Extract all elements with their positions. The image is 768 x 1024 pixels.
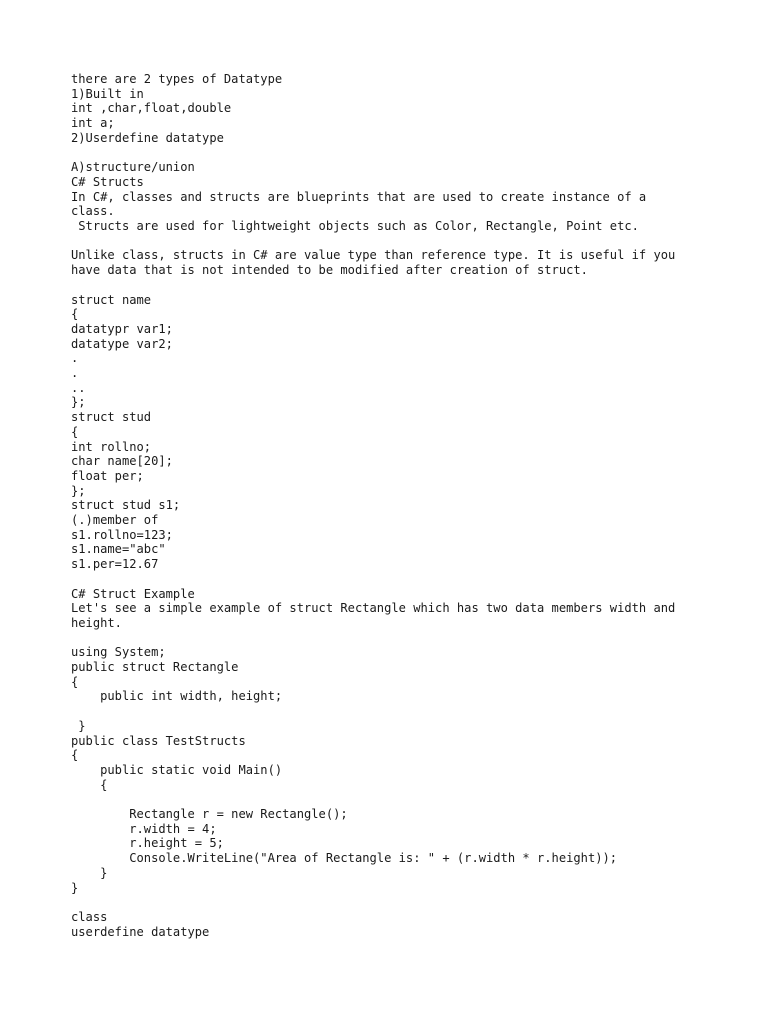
blank-line [71, 146, 751, 161]
code-line: . [71, 366, 79, 381]
code-line: float per; [71, 468, 144, 483]
code-line: int rollno; [71, 439, 152, 454]
document-page [71, 72, 751, 939]
blank-line [71, 572, 751, 587]
text-line: Let's see a simple example of struct Rectangle which has two data members width and [71, 601, 676, 616]
text-line: 1)Built in [71, 86, 144, 101]
section-heading: C# Structs [71, 174, 144, 189]
code-line: { [71, 777, 108, 792]
code-line: struct stud [71, 410, 152, 425]
blank-line [71, 631, 751, 646]
section-heading: C# Struct Example [71, 586, 195, 601]
text-line: userdefine datatype [71, 924, 210, 939]
text-line: Structs are used for lightweight objects such as Color, Rectangle, Point etc. [71, 219, 639, 234]
code-line: } [71, 865, 108, 880]
code-line: { [71, 748, 79, 763]
code-line: struct stud s1; [71, 498, 181, 513]
code-line: datatypr var1; [71, 321, 173, 336]
code-line: . [71, 351, 79, 366]
code-line: using System; [71, 645, 166, 660]
code-line: s1.rollno=123; [71, 527, 173, 542]
code-line: (.)member of [71, 513, 159, 528]
code-line: } [71, 880, 79, 895]
text-line: int a; [71, 116, 115, 131]
blank-line [71, 234, 751, 249]
code-line: Rectangle r = new Rectangle(); [71, 807, 348, 822]
code-line: public int width, height; [71, 689, 283, 704]
code-line: char name[20]; [71, 454, 173, 469]
blank-line [71, 278, 751, 293]
text-line: Unlike class, structs in C# are value type than reference type. It is useful if you [71, 248, 676, 263]
code-line: struct name [71, 292, 152, 307]
blank-line [71, 792, 751, 807]
text-line: int ,char,float,double [71, 101, 232, 116]
code-line: s1.name="abc" [71, 542, 166, 557]
code-line: .. [71, 380, 86, 395]
text-line: height. [71, 615, 122, 630]
code-line: datatype var2; [71, 336, 173, 351]
text-line: class [71, 909, 108, 924]
text-line: class. [71, 204, 115, 219]
code-line: Console.WriteLine("Area of Rectangle is: " + (r.width * r.height)); [71, 851, 618, 866]
text-line: 2)Userdefine datatype [71, 130, 224, 145]
code-line: public static void Main() [71, 762, 283, 777]
code-line: public class TestStructs [71, 733, 246, 748]
code-line: } [71, 718, 86, 733]
text-line: there are 2 types of Datatype [71, 72, 283, 86]
code-line: s1.per=12.67 [71, 557, 159, 572]
blank-line [71, 704, 751, 719]
text-line: In C#, classes and structs are blueprints that are used to create instance of a [71, 189, 647, 204]
code-line: r.width = 4; [71, 821, 217, 836]
code-line: { [71, 674, 79, 689]
code-line: public struct Rectangle [71, 660, 239, 675]
code-line: { [71, 307, 79, 322]
text-line: A)structure/union [71, 160, 195, 175]
code-line: r.height = 5; [71, 836, 224, 851]
code-line: }; [71, 483, 86, 498]
code-line: }; [71, 395, 86, 410]
blank-line [71, 895, 751, 910]
text-line: have data that is not intended to be modified after creation of struct. [71, 263, 588, 278]
code-line: { [71, 424, 79, 439]
